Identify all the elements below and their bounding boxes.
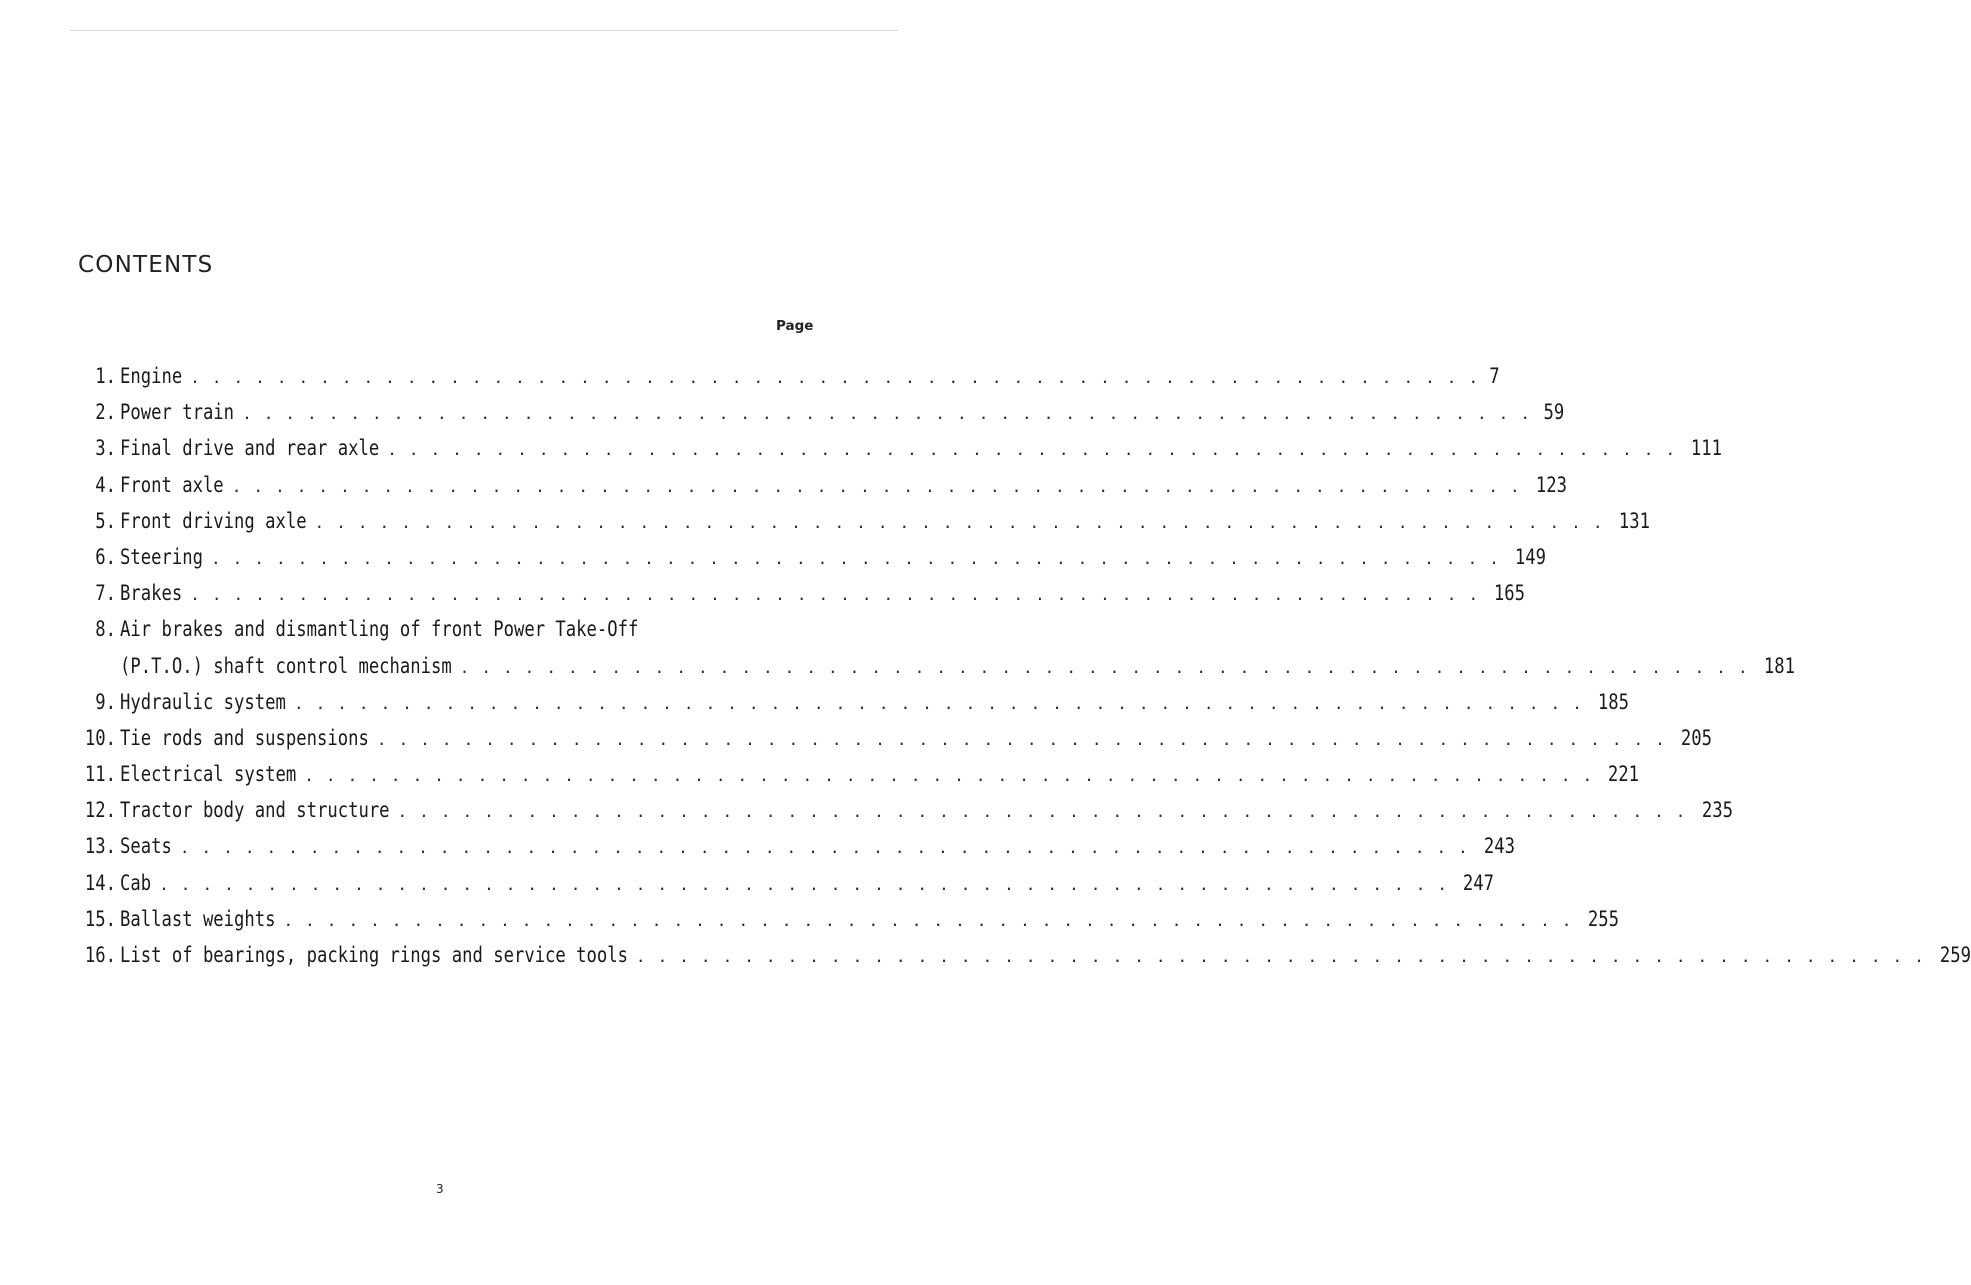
dot-leader: . . . . . . . . . . . . . . . . . . . . . . . . . . . . . . . . . . . . . . . . . . . . . . . . . . . . . . . . . . . . bbox=[210, 548, 1501, 568]
toc-entry-title: Hydraulic system bbox=[120, 689, 286, 714]
toc-entry-title: Tie rods and suspensions bbox=[120, 725, 369, 750]
dot-leader: . . . . . . . . . . . . . . . . . . . . . . . . . . . . . . . . . . . . . . . . . . . . . . . . . . . . . . . . . . . . bbox=[387, 440, 1677, 460]
toc-entry-page: 149 bbox=[1514, 544, 1547, 569]
toc-entry-page: 235 bbox=[1701, 798, 1733, 823]
toc-entry-page: 255 bbox=[1587, 906, 1619, 931]
dot-leader: . . . . . . . . . . . . . . . . . . . . . . . . . . . . . . . . . . . . . . . . . . . . . . . . . . . . . . . . . . . . bbox=[314, 512, 1604, 532]
dot-leader: . . . . . . . . . . . . . . . . . . . . . . . . . . . . . . . . . . . . . . . . . . . . . . . . . . . . . . . . . . . . bbox=[231, 476, 1521, 496]
toc-entry-page: 111 bbox=[1691, 436, 1723, 461]
toc-entry bbox=[74, 430, 1723, 466]
toc-entry-number: 13. bbox=[84, 834, 116, 859]
toc-entry-page: 7 bbox=[1489, 364, 1500, 388]
toc-entry bbox=[74, 575, 1526, 611]
toc-entry bbox=[74, 901, 1619, 937]
toc-entry-page: 165 bbox=[1494, 581, 1526, 606]
toc-entry bbox=[74, 394, 1565, 430]
toc-entry-number: 2. bbox=[95, 400, 116, 425]
toc-entry bbox=[74, 503, 1650, 539]
page-number: 3 bbox=[436, 1182, 444, 1196]
dot-leader: . . . . . . . . . . . . . . . . . . . . . . . . . . . . . . . . . . . . . . . . . . . . . . . . . . . . . . . . . . . . bbox=[304, 766, 1594, 786]
toc-entry-number: 8. bbox=[95, 617, 116, 642]
toc-entry bbox=[74, 467, 1567, 503]
toc-entry-number: 14. bbox=[84, 870, 116, 895]
toc-entry-title: Power train bbox=[120, 400, 235, 425]
toc-entry-number: 6. bbox=[95, 544, 116, 569]
toc-entry-title: Steering bbox=[120, 544, 203, 569]
toc-entry-number: 4. bbox=[95, 472, 116, 497]
toc-entry-number: 5. bbox=[95, 508, 116, 533]
toc-entry-number: 7. bbox=[95, 581, 116, 606]
toc-entry-page: 243 bbox=[1483, 834, 1515, 859]
toc-entry bbox=[74, 539, 1547, 575]
toc-entry-title: Engine bbox=[120, 364, 183, 388]
toc-entry-title: Front axle bbox=[120, 472, 224, 497]
toc-entry-page: 185 bbox=[1597, 689, 1629, 714]
dot-leader: . . . . . . . . . . . . . . . . . . . . . . . . . . . . . . . . . . . . . . . . . . . . . . . . . . . . . . . . . . . . bbox=[159, 874, 1449, 894]
dot-leader: . . . . . . . . . . . . . . . . . . . . . . . . . . . . . . . . . . . . . . . . . . . . . . . . . . . . . . . . . . . . bbox=[190, 585, 1480, 605]
scan-edge-line bbox=[70, 30, 898, 31]
toc-entry bbox=[74, 792, 1733, 828]
toc-entry-page: 131 bbox=[1618, 508, 1650, 533]
dot-leader: . . . . . . . . . . . . . . . . . . . . . . . . . . . . . . . . . . . . . . . . . . . . . . . . . . . . . . . . . . . . bbox=[635, 947, 1926, 966]
toc-entry-number: 11. bbox=[84, 762, 116, 787]
toc-entry-title: Electrical system bbox=[120, 762, 297, 787]
toc-entry-title: Ballast weights bbox=[120, 906, 276, 931]
dot-leader: . . . . . . . . . . . . . . . . . . . . . . . . . . . . . . . . . . . . . . . . . . . . . . . . . . . . . . . . . . . . bbox=[397, 802, 1687, 822]
toc-entry-number: 10. bbox=[84, 725, 116, 750]
dot-leader: . . . . . . . . . . . . . . . . . . . . . . . . . . . . . . . . . . . . . . . . . . . . . . . . . . . . . . . . . . . . bbox=[459, 657, 1749, 677]
dot-leader: . . . . . . . . . . . . . . . . . . . . . . . . . . . . . . . . . . . . . . . . . . . . . . . . . . . . . . . . . . . . bbox=[190, 368, 1480, 387]
dot-leader: . . . . . . . . . . . . . . . . . . . . . . . . . . . . . . . . . . . . . . . . . . . . . . . . . . . . . . . . . . . . bbox=[179, 838, 1469, 858]
toc-entry bbox=[74, 756, 1640, 792]
toc-entry-number: 9. bbox=[95, 689, 116, 714]
toc-entry-page: 205 bbox=[1680, 725, 1712, 750]
toc-entry-page: 59 bbox=[1543, 400, 1565, 425]
toc-entry-title: Final drive and rear axle bbox=[120, 436, 380, 461]
toc-entry-number: 16. bbox=[84, 943, 116, 967]
toc-entry bbox=[74, 648, 1795, 684]
toc-entry-number: 3. bbox=[95, 436, 116, 461]
dot-leader: . . . . . . . . . . . . . . . . . . . . . . . . . . . . . . . . . . . . . . . . . . . . . . . . . . . . . . . . . . . . bbox=[293, 693, 1584, 713]
dot-leader: . . . . . . . . . . . . . . . . . . . . . . . . . . . . . . . . . . . . . . . . . . . . . . . . . . . . . . . . . . . . bbox=[376, 729, 1667, 749]
toc-entry-title: (P.T.O.) shaft control mechanism bbox=[120, 653, 452, 678]
toc-entry-title: List of bearings, packing rings and service tools bbox=[120, 943, 629, 967]
table-of-contents bbox=[74, 358, 1971, 973]
page-heading: CONTENTS bbox=[78, 252, 214, 278]
toc-entry-title: Air brakes and dismantling of front Power Take-Off bbox=[120, 617, 639, 642]
toc-entry-title: Front driving axle bbox=[120, 508, 307, 533]
toc-entry-title: Brakes bbox=[120, 581, 183, 606]
dot-leader: . . . . . . . . . . . . . . . . . . . . . . . . . . . . . . . . . . . . . . . . . . . . . . . . . . . . . . . . . . . . bbox=[242, 404, 1532, 424]
toc-entry-page: 247 bbox=[1463, 870, 1495, 895]
toc-entry-title: Tractor body and structure bbox=[120, 798, 390, 823]
dot-leader: . . . . . . . . . . . . . . . . . . . . . . . . . . . . . . . . . . . . . . . . . . . . . . . . . . . . . . . . . . . . bbox=[283, 910, 1573, 930]
toc-entry bbox=[74, 865, 1495, 901]
toc-entry bbox=[74, 828, 1515, 864]
toc-entry bbox=[74, 358, 1500, 394]
toc-entry-number: 12. bbox=[84, 798, 116, 823]
toc-entry-number: 15. bbox=[84, 906, 116, 931]
toc-entry bbox=[74, 720, 1712, 756]
toc-entry-title: Cab bbox=[120, 870, 152, 895]
toc-entry bbox=[74, 937, 1971, 973]
toc-entry bbox=[74, 611, 820, 647]
toc-entry-page: 181 bbox=[1763, 653, 1795, 678]
page-column-label: Page bbox=[776, 318, 814, 334]
toc-entry-number: 1. bbox=[95, 364, 116, 388]
toc-entry bbox=[74, 684, 1629, 720]
toc-entry-title: Seats bbox=[120, 834, 172, 859]
toc-entry-page: 123 bbox=[1535, 472, 1567, 497]
toc-entry-page: 221 bbox=[1608, 762, 1640, 787]
toc-entry-page: 259 bbox=[1939, 943, 1971, 967]
